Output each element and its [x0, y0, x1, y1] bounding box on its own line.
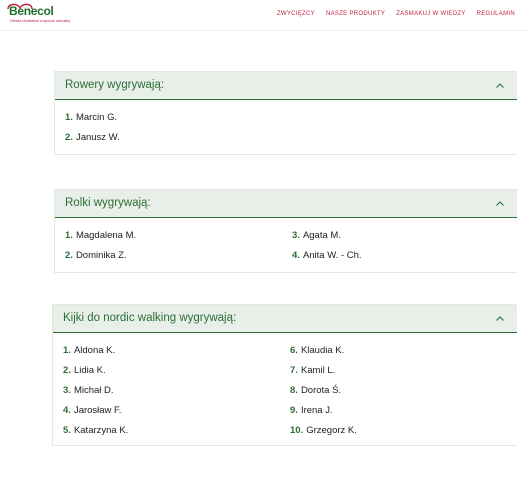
main-nav — [277, 11, 527, 17]
entry-number: 1. — [65, 230, 73, 241]
entry-number: 8. — [290, 385, 298, 396]
list-item — [292, 230, 341, 241]
entry-name: Klaudia K. — [300, 345, 345, 356]
entry-name: Irena J. — [300, 405, 333, 416]
list-item — [290, 345, 344, 356]
entry-name: Anita W. - Ch. — [302, 250, 362, 261]
list-item — [63, 425, 128, 436]
entry-name: Michał D. — [73, 385, 114, 396]
list-item — [63, 405, 121, 416]
list-item — [290, 365, 335, 376]
entry-name: Lidia K. — [73, 365, 106, 376]
entry-number: 4. — [63, 405, 71, 416]
section-bikes — [54, 71, 517, 155]
section-title: Kijki do nordic walking wygrywają: — [63, 312, 237, 324]
nav-item-products[interactable]: NASZE PRODUKTY — [325, 11, 386, 17]
chevron-up-icon[interactable] — [495, 199, 505, 209]
entry-number: 10. — [290, 425, 304, 436]
site-header — [0, 0, 527, 31]
entry-number: 3. — [292, 230, 300, 241]
list-item — [65, 112, 117, 123]
entry-number: 6. — [290, 345, 298, 356]
entry-name: Grzegorz K. — [306, 425, 357, 436]
entry-name: Dominika Z. — [75, 250, 127, 261]
list-item — [290, 385, 341, 396]
list-item — [63, 365, 106, 376]
section-title: Rolki wygrywają: — [65, 197, 151, 209]
entry-name: Magdalena M. — [75, 230, 137, 241]
chevron-up-icon[interactable] — [495, 81, 505, 91]
entry-name: Jarosław F. — [73, 405, 122, 416]
section-title: Rowery wygrywają: — [65, 79, 165, 91]
entry-number: 2. — [63, 365, 71, 376]
entry-name: Agata M. — [302, 230, 341, 241]
list-item — [290, 405, 333, 416]
entry-number: 1. — [63, 345, 71, 356]
accordion-header[interactable] — [55, 190, 517, 218]
brand-tagline: Obniża cholesterol w sposób naturalny — [10, 19, 71, 23]
list-item — [65, 250, 127, 261]
section-rollerblades — [54, 189, 517, 273]
entry-number: 4. — [292, 250, 300, 261]
accordion-header[interactable] — [55, 72, 517, 100]
entry-number: 5. — [63, 425, 71, 436]
brand-name: Benecol — [9, 4, 54, 18]
nav-item-rules[interactable]: REGULAMIN — [476, 11, 515, 17]
entry-name: Marcin G. — [75, 112, 118, 123]
list-item — [290, 425, 357, 436]
accordion-header[interactable] — [53, 305, 517, 333]
entry-name: Dorota Ś. — [300, 385, 342, 396]
entry-name: Katarzyna K. — [73, 425, 129, 436]
entry-name: Aldona K. — [73, 345, 116, 356]
entry-name: Janusz W. — [75, 132, 120, 143]
scrollbar[interactable] — [518, 32, 527, 500]
section-nordic-walking — [52, 304, 517, 446]
benecol-logo[interactable] — [6, 3, 71, 27]
list-item — [63, 385, 114, 396]
list-item — [292, 250, 362, 261]
chevron-up-icon[interactable] — [495, 314, 505, 324]
nav-item-knowledge[interactable]: ZASMAKUJ W WIEDZY — [396, 11, 466, 17]
list-item — [65, 230, 136, 241]
list-item — [65, 132, 120, 143]
list-item — [63, 345, 115, 356]
entry-number: 9. — [290, 405, 298, 416]
entry-number: 3. — [63, 385, 71, 396]
entry-number: 2. — [65, 250, 73, 261]
entry-name: Kamil L. — [300, 365, 336, 376]
entry-number: 7. — [290, 365, 298, 376]
entry-number: 2. — [65, 132, 73, 143]
nav-item-winners[interactable]: ZWYCIĘZCY — [276, 11, 315, 17]
entry-number: 1. — [65, 112, 73, 123]
